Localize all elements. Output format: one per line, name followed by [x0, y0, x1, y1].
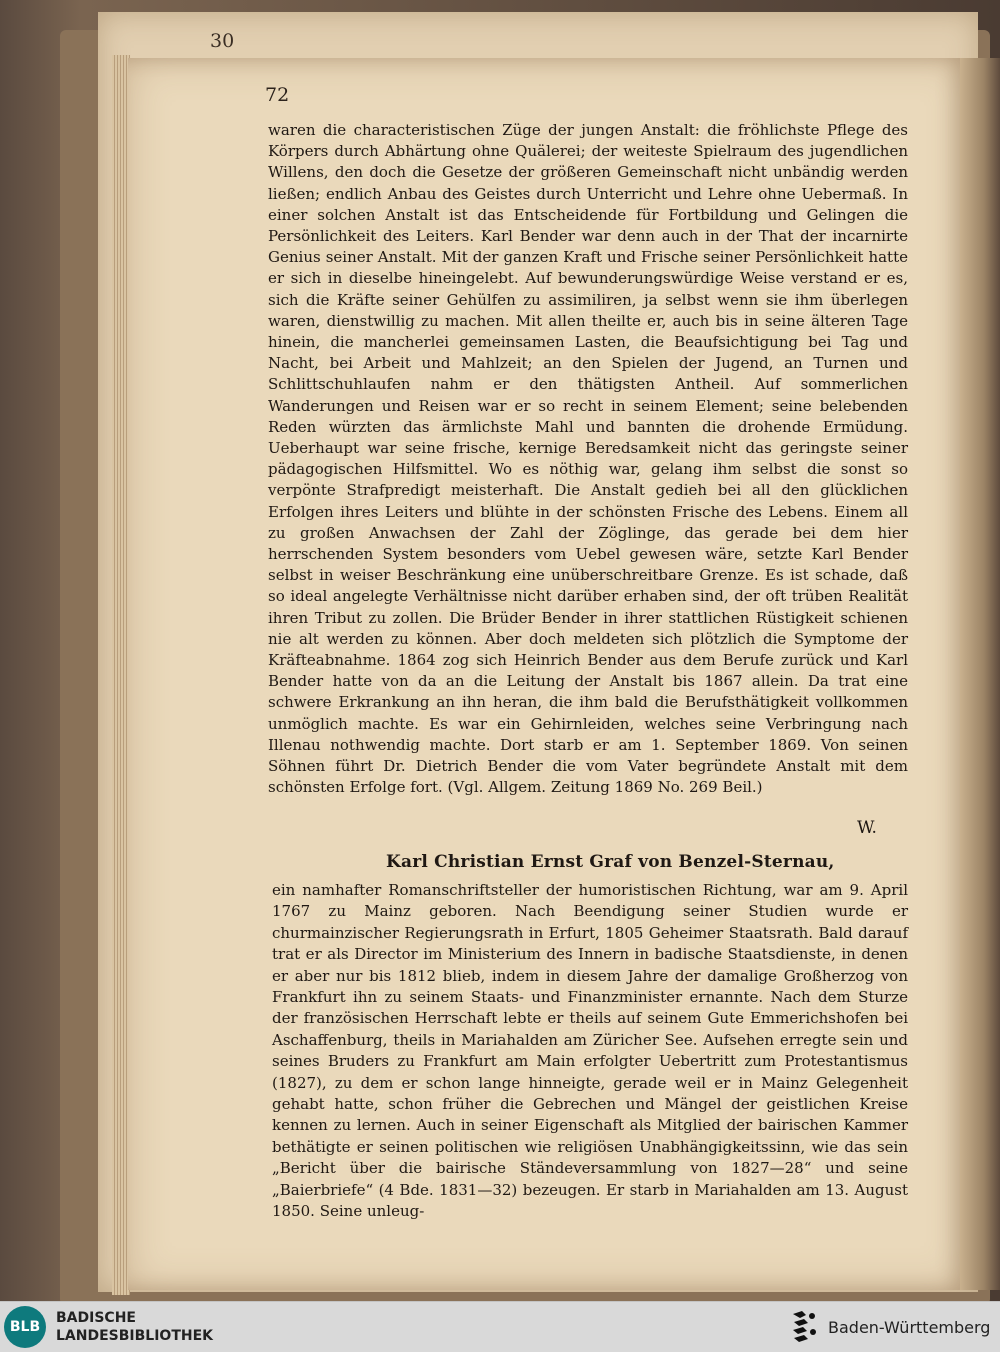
previous-page-number: 30	[210, 30, 235, 52]
blb-logo-text: BLB	[9, 1319, 41, 1335]
baden-wuerttemberg-logo[interactable]	[790, 1307, 990, 1347]
library-name	[56, 1309, 213, 1345]
author-signature: W.	[857, 818, 877, 838]
book-gutter	[960, 58, 1000, 1290]
blb-logo[interactable]	[4, 1306, 46, 1348]
entry-heading: Karl Christian Ernst Graf von Benzel-Sternau,	[386, 852, 835, 872]
page-number: 72	[265, 84, 290, 106]
coat-of-arms-icon	[790, 1308, 820, 1346]
footer-bar	[0, 1301, 1000, 1352]
library-name-line2: LANDESBIBLIOTHEK	[56, 1328, 214, 1344]
body-paragraph-1: waren die characteristischen Züge der jungen Anstalt: die fröhlichste Pflege des Körpers durch Abhärtung ohne Quälerei; der weiteste Spielraum des jugendlichen Willens, den doch die Gesetze der größeren Gemeinschaft nicht unbändig werden ließen; endlich Anbau des Geistes durch Unterricht und Lehre ohne Uebermaß. In einer solchen Anstalt ist das Entscheidende für Fortbildung und Gelingen die Persönlichkeit des Leiters. Karl Bender war denn auch in der That der incarnirte Genius seiner Anstalt. Mit der ganzen Kraft und Frische seiner Persönlichkeit hatte er sich in dieselbe hineingelebt. Auf bewunderungswürdige Weise verstand er es, sich die Kräfte seiner Gehülfen zu assimiliren, ja selbst wenn sie ihm überlegen waren, dienstwillig zu machen. Mit allen theilte er, auch bis in seine älteren Tage hinein, die mancherlei gemeinsamen Lasten, die Beaufsichtigung bei Tag und Nacht, bei Arbeit und Mahlzeit; an den Spielen der Jugend, an Turnen und Schlittschuhlaufen nahm er den thätigsten Antheil. Auf sommerlichen Wanderungen und Reisen war er so recht in seinem Element; seine belebenden Reden würzten das ärmlichste Mahl und bannten die drohende Ermüdung. Ueberhaupt war seine frische, kernige Beredsamkeit nicht das geringste seiner pädagogischen Hilfsmittel. Wo es nöthig war, gelang ihm selbst die sonst so verpönte Strafpredigt meisterhaft. Die Anstalt gedieh bei all den glücklichen Erfolgen ihres Leiters und blühte in der schönsten Frische des Lebens. Einem all zu großen Anwachsen der Zahl der Zöglinge, das gerade bei dem hier herrschenden System besonders vom Uebel gewesen wäre, setzte Karl Bender selbst in weiser Beschränkung eine unüberschreitbare Grenze. Es ist schade, daß so ideal angelegte Verhältnisse nicht darüber erhaben sind, der oft trüben Realität ihren Tribut zu zollen. Die Brüder Bender in ihrer stattlichen Rüstigkeit schienen nie alt werden zu können. Aber doch meldeten sich plötzlich die Symptome der Kräfteabnahme. 1864 zog sich Heinrich Bender aus dem Berufe zurück und Karl Bender hatte von da an die Leitung der Anstalt bis 1867 allein. Da trat eine schwere Erkrankung an ihn heran, die ihm bald die Berufsthätigkeit vollkommen unmöglich machte. Es war ein Gehirnleiden, welches seine Verbringung nach Illenau nothwendig machte. Dort starb er am 1. September 1869. Von seinen Söhnen führt Dr. Dietrich Bender die vom Vater begründete Anstalt mit dem schönsten Erfolge fort. (Vgl. Allgem. Zeitung 1869 No. 269 Beil.)	[268, 121, 908, 797]
state-name: Baden-Württemberg	[828, 1317, 991, 1337]
library-name-line1: BADISCHE	[56, 1310, 136, 1326]
body-paragraph-2: ein namhafter Romanschriftsteller der humoristischen Richtung, war am 9. April 1767 zu Mainz geboren. Nach Beendigung seiner Studien wurde er churmainzischer Regierungsrath in Erfurt, 1805 Geheimer Staatsrath. Bald darauf trat er als Director im Ministerium des Innern in badische Staatsdienste, in denen er aber nur bis 1812 blieb, indem in diesem Jahre der damalige Großherzog von Frankfurt ihn zu seinem Staats- und Finanzminister ernannte. Nach dem Sturze der französischen Herrschaft lebte er theils auf seinem Gute Emmerichshofen bei Aschaffenburg, theils in Mariahalden am Züricher See. Aufsehen erregte sein und seines Bruders zu Frankfurt am Main erfolgter Uebertritt zum Protestantismus (1827), zu dem er schon lange hinneigte, gerade weil er in Mainz Gelegenheit gehabt hatte, schon früher die Gebrechen und Mängel der geistlichen Kreise kennen zu lernen. Auch in seiner Eigenschaft als Mitglied der bairischen Kammer bethätigte er seinen politischen wie religiösen Unabhängigkeitssinn, wie das sein „Bericht über die bairische Ständeversammlung von 1827—28“ und seine „Baierbriefe“ (4 Bde. 1831—32) bezeugen. Er starb in Mariahalden am 13. August 1850. Seine unleug-	[272, 881, 908, 1221]
